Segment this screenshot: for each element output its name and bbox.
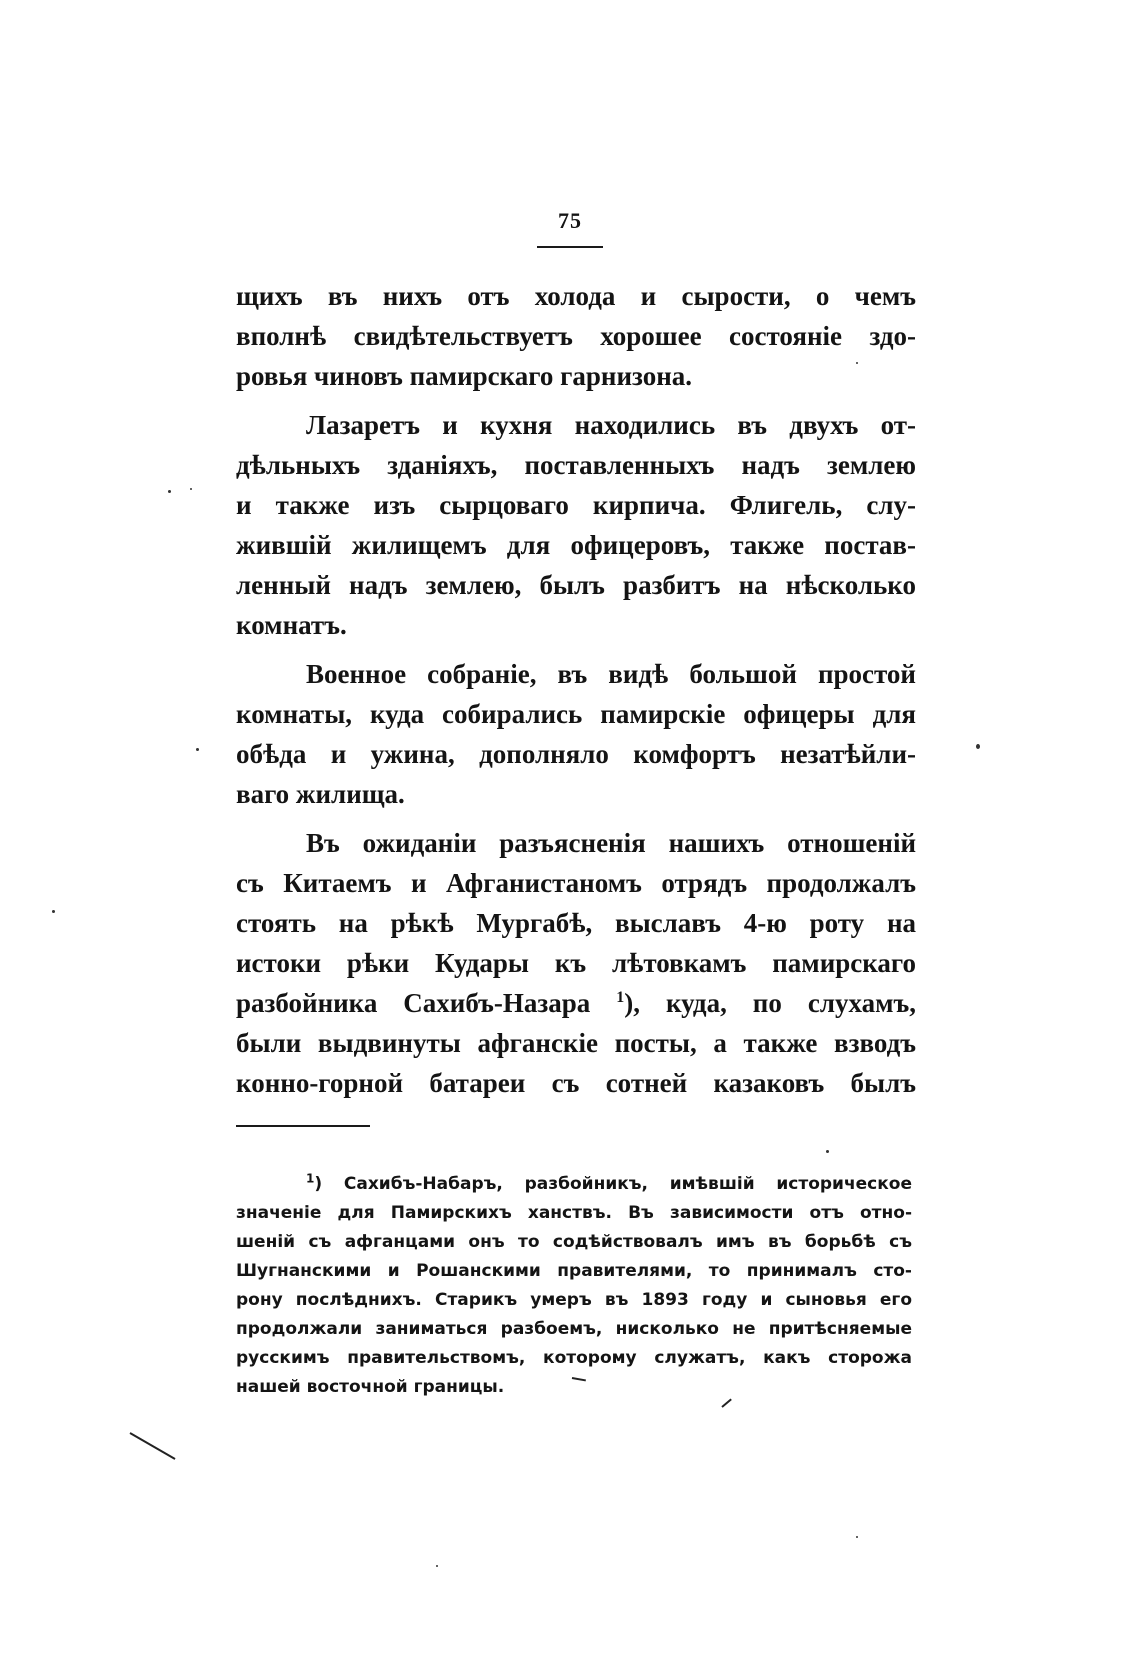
- text-line: и также изъ сырцоваго кирпича. Флигель, слу-: [236, 490, 916, 520]
- scan-speck: [856, 362, 858, 364]
- text-line-with-footnote-ref: [236, 983, 916, 1023]
- footnote-line: [236, 1170, 912, 1199]
- scan-speck: [168, 490, 171, 493]
- text-line: щихъ въ нихъ отъ холода и сырости, о чемъ: [236, 281, 916, 311]
- footnote-separator: [236, 1125, 370, 1127]
- text-line: комнатъ.: [236, 610, 347, 640]
- text-line: стоять на рѣкѣ Мургабѣ, выславъ 4-ю роту на: [236, 908, 916, 938]
- footnote: [236, 1170, 912, 1402]
- scan-speck: [436, 1565, 438, 1567]
- scan-speck: [856, 1536, 858, 1538]
- text-line: ваго жилища.: [236, 779, 405, 809]
- text-line: Въ ожиданіи разъясненія нашихъ отношеній: [306, 828, 916, 858]
- scan-speck: [190, 488, 192, 490]
- scan-scratch: [130, 1432, 176, 1460]
- text-line: конно-горной батареи съ сотней казаковъ былъ: [236, 1068, 916, 1098]
- text-line: ленный надъ землею, былъ разбитъ на нѣсколько: [236, 570, 916, 600]
- footnote-marker: 1: [306, 1171, 315, 1186]
- body-text: [236, 276, 916, 1103]
- text-line: были выдвинуты афганскіе посты, а также взводъ: [236, 1028, 916, 1058]
- text-segment: ), куда, по слухамъ,: [624, 988, 916, 1018]
- text-line: вполнѣ свидѣтельствуетъ хорошее состояніе здо-: [236, 321, 916, 351]
- footnote-line: значеніе для Памирскихъ ханствъ. Въ зависимости отъ отно-: [236, 1203, 912, 1223]
- text-line: дѣльныхъ зданіяхъ, поставленныхъ надъ землею: [236, 450, 916, 480]
- text-line: обѣда и ужина, дополняло комфортъ незатѣйли-: [236, 739, 916, 769]
- page-number: 75: [558, 208, 582, 233]
- scan-speck: [52, 910, 55, 913]
- footnote-line: русскимъ правительствомъ, которому служатъ, какъ сторожа: [236, 1348, 912, 1368]
- footnote-line: продолжали заниматься разбоемъ, нисколько не притѣсняемые: [236, 1319, 912, 1339]
- text-line: комнаты, куда собирались памирскіе офицеры для: [236, 699, 916, 729]
- text-line: жившій жилищемъ для офицеровъ, также постав-: [236, 530, 916, 560]
- page-number-rule: [537, 246, 603, 248]
- text-line: ровья чиновъ памирскаго гарнизона.: [236, 361, 693, 391]
- footnote-line: нашей восточной границы.: [236, 1377, 505, 1397]
- footnote-line: рону послѣднихъ. Старикъ умеръ въ 1893 году и сыновья его: [236, 1290, 912, 1310]
- footnote-line: шеній съ афганцами онъ то содѣйствовалъ имъ въ борьбѣ съ: [236, 1232, 912, 1252]
- text-line: истоки рѣки Кудары къ лѣтовкамъ памирскаго: [236, 948, 916, 978]
- scan-speck: [976, 744, 980, 749]
- text-line: Военное собраніе, въ видѣ большой простой: [306, 659, 916, 689]
- footnote-line: Шугнанскими и Рошанскими правителями, то принималъ сто-: [236, 1261, 912, 1281]
- text-line: съ Китаемъ и Афганистаномъ отрядъ продолжалъ: [236, 868, 916, 898]
- scan-speck: [196, 748, 199, 751]
- scan-speck: [826, 1150, 829, 1153]
- text-segment: ) Сахибъ-Набаръ, разбойникъ, имѣвшій историческое: [314, 1174, 912, 1194]
- text-segment: разбойника Сахибъ-Назара: [236, 988, 591, 1018]
- text-line: Лазаретъ и кухня находились въ двухъ от-: [306, 410, 916, 440]
- footnote-reference: 1: [616, 989, 625, 1006]
